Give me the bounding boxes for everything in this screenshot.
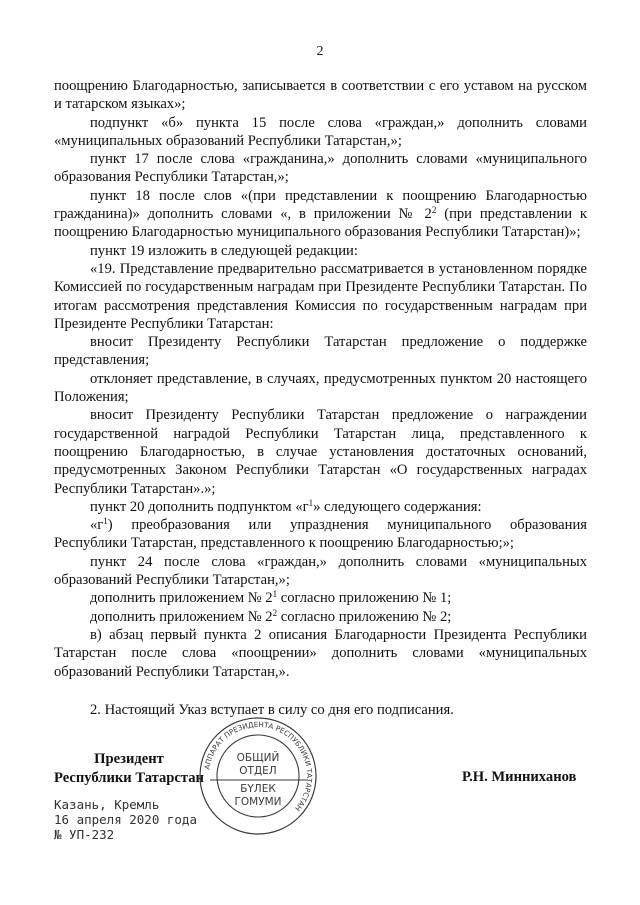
signatory-name: Р.Н. Минниханов <box>462 769 577 785</box>
amendment-paragraph: в) абзац первый пункта 2 описания Благодарности Президента Республики Татарстан после слова «поощрении» дополнить словами «муниципальных образований Республики Татарстан,». <box>54 626 587 680</box>
signatory-title-line2: Республики Татарстан <box>54 770 204 786</box>
official-stamp <box>196 714 320 838</box>
stamp-ring-text: АППАРАТ ПРЕЗИДЕНТА РЕСПУБЛИКИ ТАТАРСТАН <box>202 719 315 813</box>
amendment-paragraph: пункт 17 после слова «гражданина,» дополнить словами «муниципального образования Республики Татарстан,»; <box>54 151 587 186</box>
place-date-number <box>54 797 197 842</box>
stamp-line3: БҮЛЕК <box>240 783 276 795</box>
amendment-paragraph: дополнить приложением № $2^2$ согласно приложению № 2; <box>90 607 452 625</box>
amendment-paragraph: пункт 24 после слова «граждан,» дополнить словами «муниципальных образований Республики Татарстан,»; <box>54 553 587 589</box>
amendment-paragraph: пункт 20 дополнить подпунктом «$г^1$» следующего содержания: <box>90 497 482 515</box>
amendment-paragraph: пункт 19 изложить в следующей редакции: <box>90 242 358 259</box>
signatory-title-line1: Президент <box>94 751 164 767</box>
stamp-line1: ОБЩИЙ <box>236 752 280 764</box>
final-paragraph: 2. Настоящий Указ вступает в силу со дня его подписания. <box>90 701 454 718</box>
amendment-list <box>54 77 587 681</box>
document-body <box>54 77 587 719</box>
signatory-title <box>54 750 204 788</box>
place-line: Казань, Кремль <box>54 797 160 812</box>
page-number: 2 <box>316 44 324 59</box>
amendment-paragraph: «19. Представление предварительно рассматривается в установленном порядке Комиссией по государственным наградам при Президенте Республики Татарстан. По итогам рассмотрения представления Комиссия по государственным наградам при Президенте Республики Татарстан: <box>54 260 587 332</box>
stamp-line4: ГОМУМИ <box>234 796 282 808</box>
date-line: 16 апреля 2020 года <box>54 812 197 827</box>
amendment-paragraph: поощрению Благодарностью, записывается в соответствии с его уставом на русском и татарском языках»; <box>54 78 587 113</box>
amendment-paragraph: подпункт «б» пункта 15 после слова «граждан,» дополнить словами «муниципальных образований Республики Татарстан,»; <box>54 114 587 149</box>
decree-number: № УП-232 <box>54 827 115 842</box>
amendment-paragraph: дополнить приложением № $2^1$ согласно приложению № 1; <box>90 589 452 607</box>
amendment-paragraph: вносит Президенту Республики Татарстан предложение о награждении государственной наградой Республики Татарстан лица, представленного к поощрению Благодарностью, в случае установления достаточных оснований, предусмотренных Законом Республики Татарстан «О государственных наградах Республики Татарстан».»; <box>54 407 587 497</box>
stamp-line2: ОТДЕЛ <box>239 765 277 777</box>
amendment-paragraph: пункт 18 после слов «(при представлении к поощрению Благодарностью гражданина)» дополнить словами «, в приложении № $2^2$ (при представлении к поощрению Благодарностью муниципального образования Республики Татарстан)»; <box>54 187 588 241</box>
amendment-paragraph: вносит Президенту Республики Татарстан предложение о поддержке представления; <box>54 334 587 369</box>
amendment-paragraph: отклоняет представление, в случаях, предусмотренных пунктом 20 настоящего Положения; <box>54 370 587 406</box>
amendment-paragraph: «$г^1$) преобразования или упразднения муниципального образования Республики Татарстан, представленного к поощрению Благодарностью;»; <box>54 516 587 552</box>
